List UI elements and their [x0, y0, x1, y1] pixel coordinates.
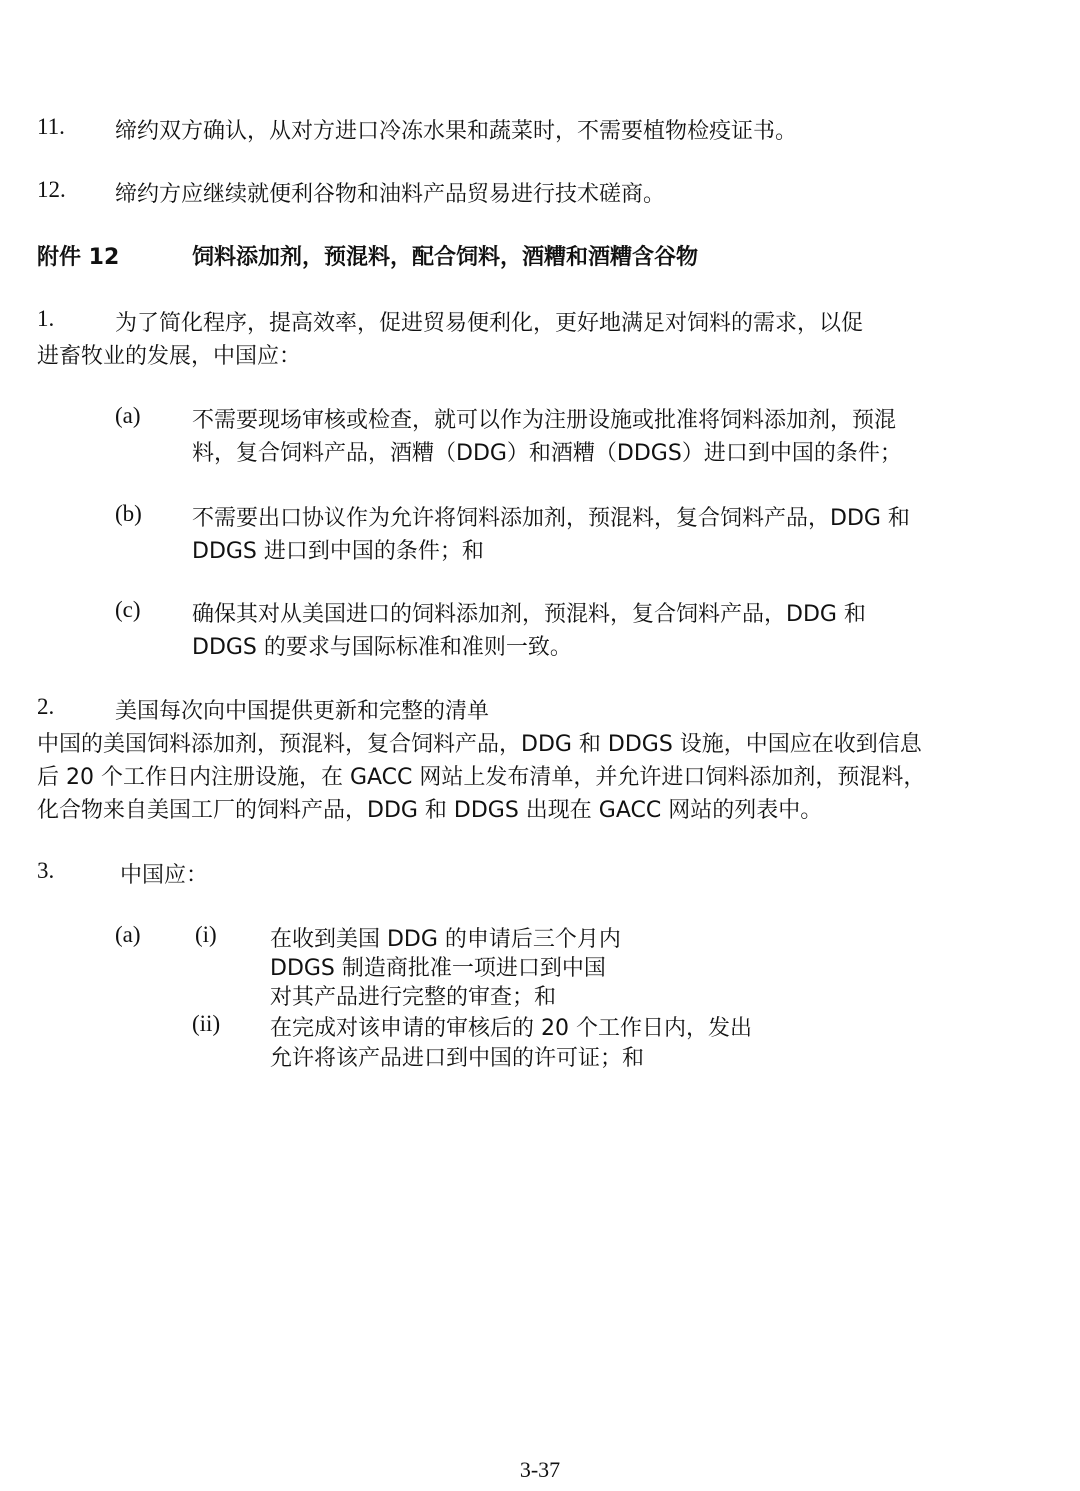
item-a-line-1: 不需要现场审核或检查，就可以作为注册设施或批准将饲料添加剂，预混: [192, 408, 897, 433]
item-b-label: (b): [115, 501, 142, 526]
sub-ii-label: (ii): [192, 1011, 221, 1036]
item-b-line-1: 不需要出口协议作为允许将饲料添加剂，预混料，复合饲料产品，DDG 和: [192, 506, 910, 531]
item-12-text: 缔约方应继续就便利谷物和油料产品贸易进行技术磋商。: [115, 182, 666, 207]
item-c-label: (c): [115, 597, 141, 622]
paragraph-2-line-2: 中国的美国饲料添加剂，预混料，复合饲料产品，DDG 和 DDGS 设施，中国应在收到信息: [37, 732, 922, 757]
sub-ii-line-2: 允许将该产品进口到中国的许可证；和: [270, 1046, 645, 1071]
sub-i-label: (i): [195, 922, 217, 947]
item-11-text: 缔约双方确认，从对方进口冷冻水果和蔬菜时，不需要植物检疫证书。: [115, 119, 798, 144]
item-a-label: (a): [115, 403, 141, 428]
paragraph-2-line-3: 后 20 个工作日内注册设施，在 GACC 网站上发布清单，并允许进口饲料添加剂，预混料，: [37, 765, 926, 790]
paragraph-3-number: 3.: [37, 858, 55, 883]
paragraph-2-line-4: 化合物来自美国工厂的饲料产品，DDG 和 DDGS 出现在 GACC 网站的列表中。: [37, 798, 823, 823]
paragraph-3-text: 中国应：: [120, 863, 209, 888]
item-b-line-2: DDGS 进口到中国的条件；和: [192, 539, 484, 564]
item-c-line-1: 确保其对从美国进口的饲料添加剂，预混料，复合饲料产品，DDG 和: [192, 602, 866, 627]
paragraph-2-line-1: 美国每次向中国提供更新和完整的清单: [115, 699, 490, 724]
item-3a-label: (a): [115, 922, 141, 947]
page-number: 3-37: [519, 1457, 561, 1482]
paragraph-2-number: 2.: [37, 694, 55, 719]
sub-i-line-2: DDGS 制造商批准一项进口到中国: [270, 956, 606, 981]
item-11-number: 11.: [37, 114, 65, 139]
item-c-line-2: DDGS 的要求与国际标准和准则一致。: [192, 635, 572, 660]
paragraph-1-line-2: 进畜牧业的发展，中国应：: [37, 344, 302, 369]
paragraph-1-line-1: 为了简化程序，提高效率，促进贸易便利化，更好地满足对饲料的需求，以促: [115, 311, 864, 336]
sub-i-line-1: 在收到美国 DDG 的申请后三个月内: [270, 927, 621, 952]
sub-i-line-3: 对其产品进行完整的审查；和: [270, 985, 557, 1010]
sub-ii-line-1: 在完成对该申请的审核后的 20 个工作日内，发出: [270, 1016, 752, 1041]
item-12-number: 12.: [37, 177, 66, 202]
paragraph-1-number: 1.: [37, 306, 55, 331]
annex-title: 饲料添加剂，预混料，配合饲料，酒糟和酒糟含谷物: [192, 245, 699, 270]
annex-label: 附件 12: [37, 245, 120, 270]
item-a-line-2: 料，复合饲料产品，酒糟（DDG）和酒糟（DDGS）进口到中国的条件；: [192, 441, 902, 466]
